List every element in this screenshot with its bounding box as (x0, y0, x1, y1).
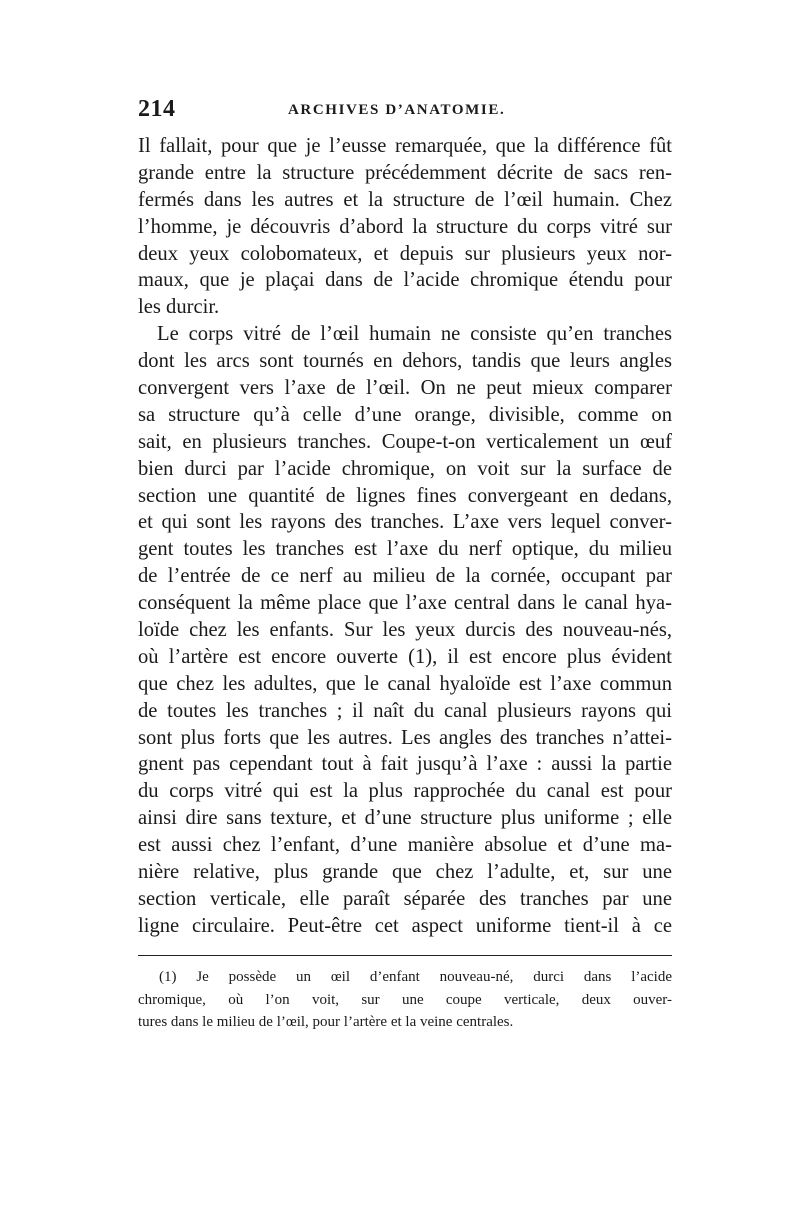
text-line: les durcir. (138, 296, 220, 319)
text-line: de l’entrée de ce nerf au milieu de la cornée, occupant par (138, 565, 672, 588)
text-line: ainsi dire sans texture, et d’une structure plus uniforme ; elle (138, 807, 672, 830)
text-line: maux, que je plaçai dans de l’acide chromique étendu pour (138, 269, 672, 292)
text-line: dont les arcs sont tournés en dehors, tandis que leurs angles (138, 350, 672, 373)
text-line: convergent vers l’axe de l’œil. On ne peut mieux comparer (138, 377, 672, 400)
footnote-line: (1) Je possède un œil d’enfant nouveau-né, durci dans l’acide (159, 969, 672, 985)
running-title: ARCHIVES D’ANATOMIE. (288, 102, 506, 118)
text-line: sa structure qu’à celle d’une orange, divisible, comme on (138, 403, 672, 426)
text-line: est aussi chez l’enfant, d’une manière absolue et d’une ma- (138, 834, 672, 857)
text-line: nière relative, plus grande que chez l’adulte, et, sur une (138, 861, 672, 884)
text-line: loïde chez les enfants. Sur les yeux durcis des nouveau-nés, (138, 619, 672, 642)
footnote-rule (138, 955, 672, 956)
text-line: gent toutes les tranches est l’axe du nerf optique, du milieu (138, 538, 672, 561)
text-line: Le corps vitré de l’œil humain ne consiste qu’en tranches (157, 323, 672, 346)
footnote-line: chromique, où l’on voit, sur une coupe verticale, deux ouver- (138, 991, 672, 1008)
text-line: bien durci par l’acide chromique, on voit sur la surface de (138, 457, 672, 480)
text-line: conséquent la même place que l’axe central dans le canal hya- (138, 592, 672, 615)
text-line: Il fallait, pour que je l’eusse remarquée, que la différence fût (138, 135, 672, 157)
footnote (138, 966, 672, 1034)
text-line: que chez les adultes, que le canal hyaloïde est l’axe commun (138, 672, 672, 695)
text-line: du corps vitré qui est la plus rapprochée du canal est pour (138, 780, 672, 803)
text-line: et qui sont les rayons des tranches. L’axe vers lequel conver- (138, 511, 672, 534)
text-line: deux yeux colobomateux, et depuis sur plusieurs yeux nor- (138, 242, 672, 265)
page-header (138, 96, 672, 124)
text-line: section une quantité de lignes fines convergeant en dedans, (138, 484, 672, 507)
body-text (138, 133, 672, 940)
text-line: gnent pas cependant tout à fait jusqu’à l’axe : aussi la partie (138, 753, 672, 776)
text-line: section verticale, elle paraît séparée des tranches par une (138, 887, 672, 910)
paragraph-1 (138, 133, 672, 321)
paragraph-2 (138, 321, 672, 939)
footnote-line: tures dans le milieu de l’œil, pour l’artère et la veine centrales. (138, 1014, 514, 1030)
text-line: de toutes les tranches ; il naît du canal plusieurs rayons qui (138, 699, 672, 722)
text-line: ligne circulaire. Peut-être cet aspect uniforme tient-il à ce (138, 914, 672, 937)
text-line: fermés dans les autres et la structure de l’œil humain. Chez (138, 188, 672, 211)
page-number: 214 (138, 96, 176, 122)
text-line: sait, en plusieurs tranches. Coupe-t-on verticalement un œuf (138, 430, 672, 453)
text-line: sont plus forts que les autres. Les angles des tranches n’attei- (138, 726, 672, 749)
text-line: grande entre la structure précédemment décrite de sacs ren- (138, 161, 672, 184)
text-line: où l’artère est encore ouverte (1), il est encore plus évident (138, 645, 672, 668)
text-line: l’homme, je découvris d’abord la structure du corps vitré sur (138, 215, 672, 238)
